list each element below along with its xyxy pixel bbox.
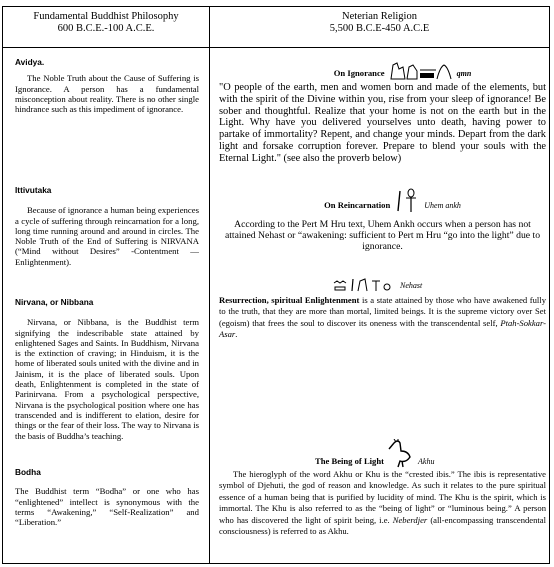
nirvana-heading: Nirvana, or Nibbana [15,297,94,307]
uhem-ankh-translit: Uhem ankh [424,201,461,210]
nehast-end: . [235,329,238,340]
reincarnation-text: According to the Pert M Hru text, Uhem Ankh occurs when a person has not attained Nehast or “awakening: sufficient to Pert m Hru “go into the light” due to ignorance. [224,219,541,252]
left-header-title: Fundamental Buddhist Philosophy [33,11,179,22]
right-header [210,11,549,35]
comparison-table [2,6,550,564]
header-divider [3,47,549,48]
nehast-text: is a state attained by those who have awakened fully to the truth, that they are more than mortal, limited beings. It is the supreme victory over Set (egoism) that frees the soul to discover its oneness with the transcendental self, [219,295,546,328]
nehast-heading-row [219,273,546,293]
being-of-light-heading-row [219,439,546,469]
being-of-light-heading: The Being of Light [315,456,384,466]
ittivutaka-text: Because of ignorance a human being experiences a cycle of suffering through reincarnation for a long, long time running around and around in circles. The Noble Truth of the End of Suffering is NIRVANA (“Mind without Desires” -Contentment — Enlightenment). [15,205,199,267]
reincarnation-heading: On Reincarnation [324,200,391,210]
ignorance-section [219,59,546,165]
nirvana-text: Nirvana, or Nibbana, is the Buddhist term signifying the indescribable state attained by enlightened Sages and Saints. In Buddhism, Nirvana is the extinction of craving; in Hinduism, it is the home of liberated souls united with the divine and in Jainism, it is the place of liberated souls. Upon death, Enlightenment is completed in the state of Parinirvana. From a psychological perspective, Nirvana is the psychological position where one has transcended and is indifferent to elation, desire for things or the fear of their loss. The way to Nirvana is the basis of Buddha’s teaching. [15,317,199,441]
qmn-hieroglyph-icon [389,59,453,81]
uhem-ankh-hieroglyph-icon [394,187,420,213]
nehast-paragraph [219,295,546,341]
being-of-light-section [219,439,546,537]
avidya-text: The Noble Truth about the Cause of Suffering is Ignorance. A person has a fundamental misconception about reality. There is no other single hindrance such as this impediment of ignorance. [15,73,199,115]
bodha-section [15,467,199,527]
akhu-translit: Akhu [418,457,435,466]
nirvana-section [15,297,199,441]
bodha-heading: Bodha [15,467,41,477]
being-of-light-text-a: The hieroglyph of the word Akhu or Khu is the “crested ibis.” The ibis is representative symbol of Djehuti, the god of reason and knowledge. As such it relates to the pure spiritual essence of a human being that is purified by lucidity of mind. The Khu is the spirit, which is immortal. The Khu is also referred to as the “being of light” or “luminous being.” A person who has discovered the light of spirit being, i.e. [219,469,546,525]
left-header-dates: 600 B.C.E.-100 A.C.E. [57,23,155,34]
right-header-dates: 5,500 B.C.E-450 A.C.E [329,23,430,34]
neberdjer-term: Neberdjer [392,514,428,525]
nehast-italic-end: Ptah-Sokkar-Asar [219,317,546,340]
ignorance-heading-row [219,59,546,81]
reincarnation-heading-row [219,187,546,213]
bodha-text: The Buddhist term “Bodha” or one who has “enlightened” intellect is synonymous with the terms “Awakening,” “Self-Realization” and “Liberation.” [15,486,199,528]
reincarnation-section [219,187,546,252]
being-of-light-text-b: (all-encompassing transcendental consciousness) is referred to as Akhu. [219,514,546,537]
column-divider [209,7,210,563]
avidya-heading: Avidya. [15,57,45,67]
ittivutaka-heading: Ittivutaka [15,185,52,195]
nehast-section [219,273,546,341]
nehast-translit: Nehast [400,281,423,290]
being-of-light-paragraph [219,469,546,537]
nehast-bold-lead: Resurrection, spiritual Enlightenment [219,295,360,305]
ittivutaka-section [15,185,199,267]
left-header [3,11,209,35]
ignorance-heading: On Ignorance [333,68,385,78]
crested-ibis-hieroglyph-icon [388,439,414,469]
right-header-title: Neterian Religion [342,11,417,22]
ignorance-text: "O people of the earth, men and women born and made of the elements, but with the spirit of the Divine within you, rise from your sleep of ignorance! Be sober and thoughtful. Realize that your home is not on the earth but in the Light. Why have you delivered yourselves unto death, having power to partake of immortality? Repent, and change your minds. Depart from the dark light and forsake corruption forever. Prepare to blend your souls with the Eternal Light." (see also the proverb below) [219,82,546,164]
avidya-section [15,57,199,114]
nehast-hieroglyph-icon [332,273,396,293]
qmn-translit: qmn [456,69,472,78]
